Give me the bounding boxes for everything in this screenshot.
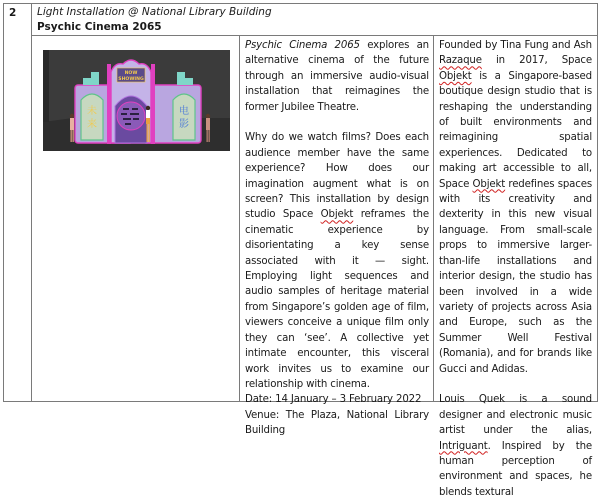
event-table [3, 3, 598, 498]
description-body-text-2: reframes the cinematic experience by disorientating a key sense associated with it — sight. Employing light sequences and audio samples of heritage material from Singapore’s golden age of film, viewers conceive a unique film only they can ‘see’. A collective yet intimate encounter, this visceral work invites us to examine our relationship with cinema. [245, 209, 429, 390]
spellcheck-flagged-word[interactable]: Razaque [439, 55, 482, 67]
description-intro-text: explores an alternative cinema of the future through an immersive audio-visual installation that reimagines the former Jubilee Theatre. [245, 40, 429, 113]
bio-studio [439, 38, 592, 377]
right-pillar [151, 64, 155, 144]
image-cell [32, 36, 240, 401]
row-header [32, 4, 597, 36]
left-pillar [107, 64, 111, 144]
bio-text: Founded by Tina Fung and Ash [439, 40, 592, 51]
spellcheck-flagged-word[interactable]: Objekt [472, 178, 506, 190]
spellcheck-flagged-word[interactable]: Objekt [439, 70, 472, 82]
sign-showing: SHOWING [118, 77, 144, 82]
row-number: 2 [9, 7, 17, 19]
spellcheck-flagged-word[interactable]: Objekt [320, 209, 354, 221]
left-arch-panel [81, 94, 103, 140]
bio-artist [439, 392, 592, 500]
event-category: Light Installation @ National Library Building [37, 6, 272, 18]
description-cell [240, 36, 434, 437]
bio-text: Louis Quek is a sound designer and electronic music artist under the alias, [439, 394, 592, 437]
event-title: Psychic Cinema 2065 [37, 21, 162, 33]
left-char-top: 未 [87, 106, 97, 117]
right-char-bottom: 影 [179, 119, 189, 130]
bio-text: is a Singapore-based boutique design studio that is reshaping the understanding of built environments and reimagining spatial experiences. Dedicated to making art accessible to all, Space [439, 70, 592, 190]
row-number-cell [4, 4, 32, 401]
render-wall-edge [43, 50, 49, 122]
bio-text: . Inspired by the human perception of environment and spaces, he blends textural [439, 440, 592, 498]
door-circle [117, 102, 145, 130]
right-arch-panel [173, 94, 195, 140]
event-date: Date: 14 January – 3 February 2022 [245, 394, 422, 406]
bio-text: redefines spaces with its creativity and dexterity in this new visual language. From small-scale props to immersive larger-than-life installations and interior design, the studio has been involved in a wide variety of projects across Asia and Europe, such as the Summer Well Festival (Romania), and for brands like Gucci and Adidas. [439, 178, 592, 375]
description-intro [245, 38, 429, 115]
event-venue: Venue: The Plaza, National Library Building [245, 409, 429, 437]
bio-text: in 2017, Space [481, 55, 592, 67]
right-char-top: 电 [179, 106, 189, 117]
installation-render-image [43, 50, 230, 151]
spellcheck-flagged-word[interactable]: Intriguant [439, 440, 488, 452]
bio-cell [434, 36, 597, 498]
left-char-bottom: 来 [87, 119, 97, 130]
description-intro-title: Psychic Cinema 2065 [245, 40, 360, 51]
sign-now: NOW [124, 71, 138, 76]
description-body [245, 130, 429, 392]
description-body-text-1: Why do we watch films? Does each audience member have the same experience? How does our imagination augment what is on screen? This installation by design studio Space [245, 132, 429, 221]
